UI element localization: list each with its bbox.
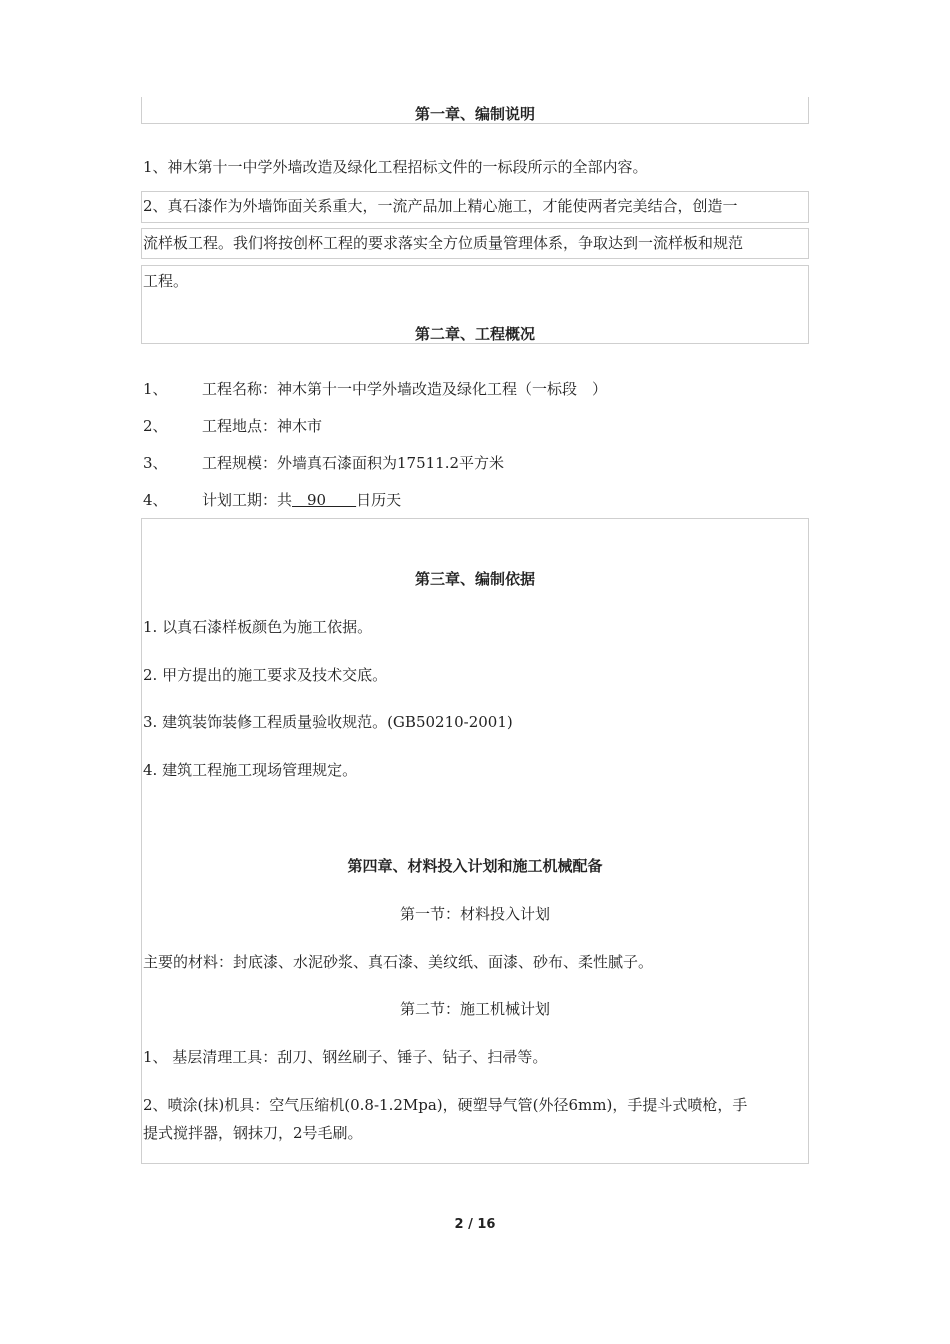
ch2-item-3-number: 3、 (143, 454, 168, 472)
total-pages: 16 (477, 1217, 496, 1232)
ch1-paragraph-2-line-1: 2、真石漆作为外墙饰面关系重大，一流产品加上精心施工，才能使两者完美结合，创造一 (143, 197, 738, 215)
current-page: 2 (454, 1217, 464, 1232)
ch4-materials: 主要的材料：封底漆、水泥砂浆、真石漆、美纹纸、面漆、砂布、柔性腻子。 (143, 953, 654, 971)
ch4-section-1-title: 第一节：材料投入计划 (399, 905, 550, 923)
ch3-item-1: 1. 以真石漆样板颜色为施工依据。 (143, 618, 373, 636)
ch2-item-4-text (202, 490, 401, 510)
ch1-paragraph-2-line-2: 流样板工程。我们将按创杯工程的要求落实全方位质量管理体系，争取达到一流样板和规范 (143, 234, 744, 252)
ch2-item-2-number: 2、 (143, 417, 168, 435)
schedule-days-value: 90 (292, 491, 357, 509)
ch4-machinery-1: 1、 基层清理工具：刮刀、钢丝刷子、锤子、钻子、扫帚等。 (143, 1048, 548, 1066)
chapter-1-title: 第一章、编制说明 (414, 105, 535, 123)
ch3-item-2: 2. 甲方提出的施工要求及技术交底。 (143, 666, 388, 684)
ch2-item-1-number: 1、 (143, 380, 168, 398)
page-indicator (0, 1217, 950, 1232)
ch4-machinery-2-line-2: 提式搅拌器，钢抹刀，2号毛刷。 (143, 1124, 363, 1142)
chapter-4-title: 第四章、材料投入计划和施工机械配备 (347, 857, 603, 875)
ch2-item-3-text: 工程规模：外墙真石漆面积为17511.2平方米 (202, 454, 505, 472)
ch1-paragraph-1: 1、神木第十一中学外墙改造及绿化工程招标文件的一标段所示的全部内容。 (143, 158, 648, 176)
ch3-item-3: 3. 建筑装饰装修工程质量验收规范。(GB50210-2001) (143, 713, 513, 731)
chapter-3-title: 第三章、编制依据 (414, 570, 535, 588)
chapter-2-title: 第二章、工程概况 (414, 325, 535, 343)
ch1-paragraph-2-line-3: 工程。 (143, 272, 189, 290)
ch2-item-2-text: 工程地点：神木市 (202, 417, 323, 435)
schedule-label: 计划工期：共 (202, 491, 293, 509)
ch4-machinery-2-line-1: 2、喷涂(抹)机具：空气压缩机(0.8-1.2Mpa)，硬塑导气管(外径6mm)，手提斗式喷枪，手 (143, 1096, 748, 1114)
ch4-section-2-title: 第二节：施工机械计划 (399, 1000, 550, 1018)
ch2-item-4-number: 4、 (143, 491, 168, 509)
ch3-ch4-box (141, 518, 809, 1164)
ch2-item-1-text: 工程名称：神木第十一中学外墙改造及绿化工程（一标段 ） (202, 380, 608, 398)
ch3-item-4: 4. 建筑工程施工现场管理规定。 (143, 761, 358, 779)
page-separator: / (468, 1217, 473, 1232)
schedule-unit: 日历天 (356, 491, 402, 509)
